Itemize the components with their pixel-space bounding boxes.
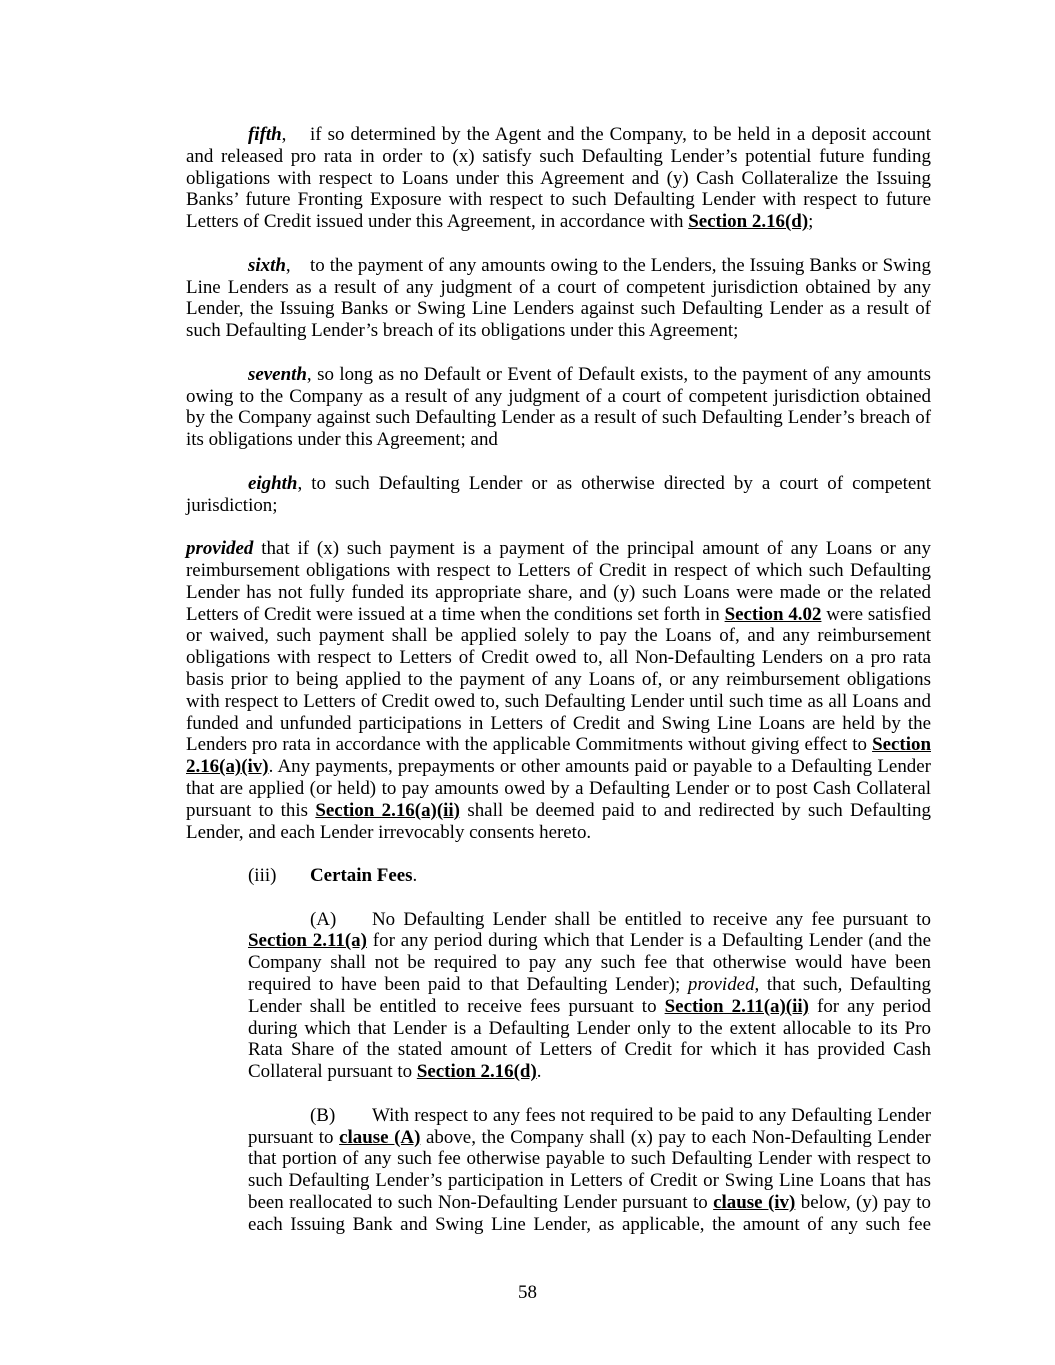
paragraph-proviso <box>186 538 931 843</box>
section-reference: Section 2.16(a)(iv) <box>186 734 931 778</box>
paragraph-text: that if (x) such payment is a payment of the principal amount of any Loans or any reimbursement obligations with respect to Letters of Credit in respect of which such Defaulting Lender has not fully funded its appropriate share, and (y) such Loans were made or the related Letters of Credit were issued at a time when the conditions set forth in <box>186 538 931 625</box>
paragraph-clause-a <box>248 909 931 1083</box>
paragraph-text: below, (y) pay to each Issuing Bank and Swing Line Lender, as applicable, the amount of any such fee <box>248 1192 931 1235</box>
paragraph-eighth <box>186 473 931 517</box>
paragraph-text: No Defaulting Lender shall be entitled to receive any fee pursuant to <box>372 908 931 930</box>
section-reference: Section 2.11(a)(ii) <box>664 995 809 1017</box>
paragraph-text: shall be deemed paid to and redirected by such Defaulting Lender, and each Lender irrevocably consents hereto. <box>186 799 931 843</box>
subsection-label: (iii) <box>248 865 277 887</box>
paragraph-text: . Any payments, prepayments or other amounts paid or payable to a Defaulting Lender that are applied (or held) to pay amounts owed by a Defaulting Lender or to post Cash Collateral pursuant to this <box>186 756 931 821</box>
section-reference: Section 2.16(a)(ii) <box>315 799 460 821</box>
section-reference: Section 2.16(d) <box>416 1061 537 1083</box>
section-reference: Section 2.16(d) <box>688 211 809 233</box>
paragraph-fifth <box>186 124 931 233</box>
clause-label <box>248 124 310 146</box>
clause-reference: clause (A) <box>339 1126 421 1148</box>
heading-punctuation: . <box>412 865 418 887</box>
paragraph-text: above, the Company shall (x) pay to each Non-Defaulting Lender that portion of any such fee otherwise payable to such Defaulting Lender with respect to such Defaulting Lender’s participation in Letters of Credit or Swing Line Loans that has been reallocated to such Non-Defaulting Lender pursuant to <box>248 1126 931 1214</box>
label-punctuation: , <box>281 124 287 145</box>
paragraph-text: ; <box>808 211 814 233</box>
document-body <box>186 124 931 1257</box>
section-reference: Section 4.02 <box>724 603 822 625</box>
clause-label <box>248 255 310 277</box>
paragraph-text: , so long as no Default or Event of Default exists, to the payment of any amounts owing to the Company as a result of any judgment of a court of competent jurisdiction obtained by the Company against such Defaulting Lender as a result of such Defaulting Lender’s breach of its obligations under this Agreement; and <box>186 363 931 451</box>
paragraph-text: , that such, Defaulting Lender shall be entitled to receive fees pursuant to <box>248 974 932 1017</box>
italic-term-provided: provided <box>687 974 755 996</box>
clause-label: (B) <box>310 1104 336 1126</box>
defined-term-provided: provided <box>186 538 254 560</box>
paragraph-text: . <box>536 1061 542 1083</box>
paragraph-text: to the payment of any amounts owing to the Lenders, the Issuing Banks or Swing Line Lenders as a result of any judgment of a court of competent jurisdiction obtained by any Lender, the Issuing Banks or Swing Line Lenders against such Defaulting Lender as a result of such Defaulting Lender’s breach of its obligations under this Agreement; <box>186 254 931 342</box>
clause-label: (A) <box>310 908 337 930</box>
defined-term-sixth: sixth <box>248 254 286 276</box>
label-punctuation: , <box>285 254 291 276</box>
clause-reference: clause (iv) <box>713 1192 796 1214</box>
page-number: 58 <box>518 1282 537 1303</box>
subsection-heading: Certain Fees <box>310 865 413 887</box>
paragraph-clause-b <box>248 1105 931 1236</box>
defined-term-fifth: fifth <box>248 124 282 145</box>
paragraph-sixth <box>186 255 931 342</box>
paragraph-text: With respect to any fees not required to be paid to any Defaulting Lender pursuant to <box>248 1104 931 1148</box>
paragraph-text: , to such Defaulting Lender or as otherwise directed by a court of competent jurisdiction; <box>186 472 931 516</box>
defined-term-eighth: eighth <box>248 472 298 494</box>
paragraph-seventh <box>186 364 931 451</box>
defined-term-seventh: seventh <box>248 363 307 385</box>
paragraph-text: for any period during which that Lender is a Defaulting Lender (and the Company shall not be required to pay any such fee that otherwise would have been required to have been paid to that Defaulting Lender); <box>248 930 931 996</box>
paragraph-text: were satisfied or waived, such payment shall be applied solely to pay the Loans of, and any reimbursement obligations with respect to Letters of Credit owed to, all Non-Defaulting Lenders on a pro rata basis prior to being applied to the payment of any Loans of, or any reimbursement obligations with respect to Letters of Credit owed to, such Defaulting Lender until such time as all Loans and funded and unfunded participations in Letters of Credit and Swing Line Loans are held by the Lenders pro rata in accordance with the applicable Commitments without giving effect to <box>186 603 931 756</box>
paragraph-text: for any period during which that Lender is a Defaulting Lender only to the extent allocable to its Pro Rata Share of the stated amount of Letters of Credit for which it has provided Cash Collateral pursuant to <box>248 995 931 1083</box>
paragraph-text: if so determined by the Agent and the Company, to be held in a deposit account and released pro rata in order to (x) satisfy such Defaulting Lender’s potential future funding obligations with respect to Loans under this Agreement and (y) Cash Collateralize the Issuing Banks’ future Fronting Exposure with respect to such Defaulting Lender with respect to future Letters of Credit issued under this Agreement, in accordance with <box>186 124 931 233</box>
section-reference: Section 2.11(a) <box>248 930 367 952</box>
subsection-certain-fees <box>186 865 931 887</box>
